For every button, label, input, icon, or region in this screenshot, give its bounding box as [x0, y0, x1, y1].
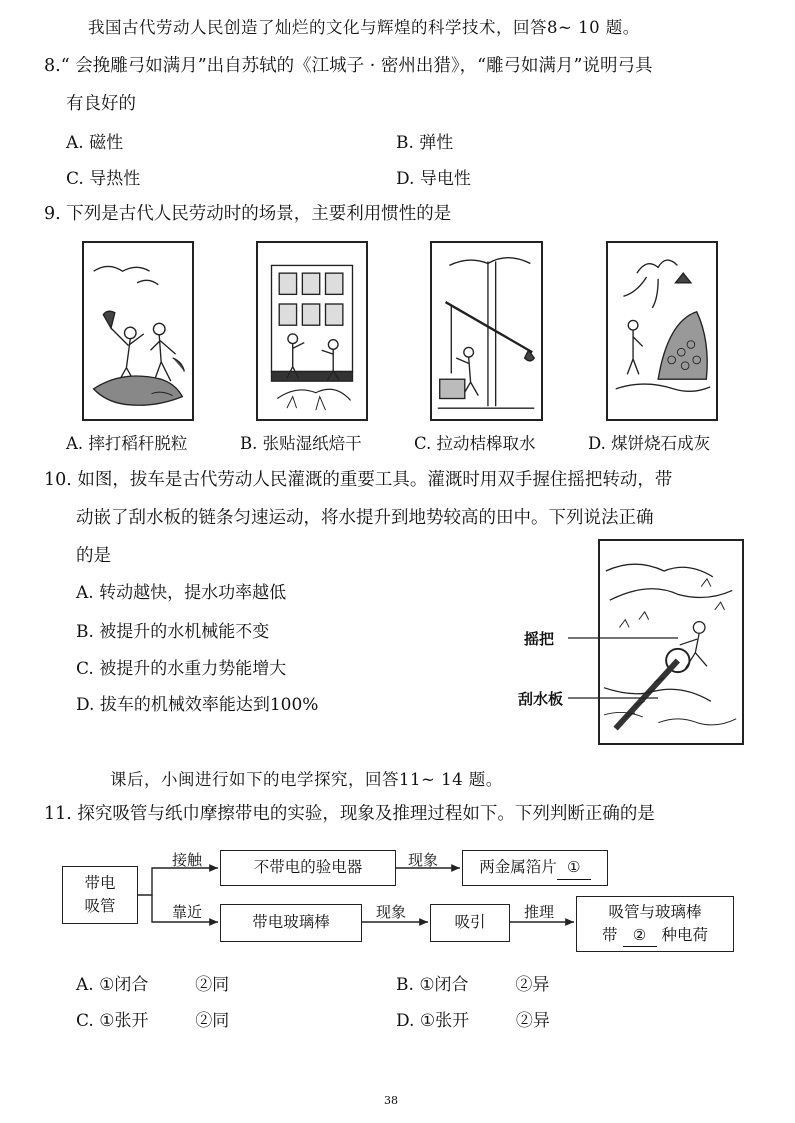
q11-option-d: [396, 1006, 550, 1031]
q9-caption-b: B. 张贴湿纸焙干: [240, 434, 362, 453]
q11-b-letter: B.: [396, 975, 414, 995]
intro-8-10: 我国古代劳动人民创造了灿烂的文化与辉煌的科学技术，回答8~ 10 题。: [88, 18, 640, 37]
q8-stem-line1: 8.“ 会挽雕弓如满月”出自苏轼的《江城子 · 密州出猎》，“雕弓如满月”说明弓具: [44, 56, 653, 76]
flow-label-phenomenon-1: 现象: [408, 851, 439, 869]
q11-option-c: [76, 1006, 229, 1031]
label-scraper: 刮水板: [518, 690, 564, 708]
q11-c-second: ②同: [195, 1011, 230, 1031]
q8-option-d: D. 导电性: [396, 169, 471, 189]
q8-option-a: A. 磁性: [66, 133, 124, 153]
q10-option-d: D. 拔车的机械效率能达到100%: [76, 695, 319, 715]
intro-11-14: 课后，小闽进行如下的电学探究，回答11~ 14 题。: [110, 770, 503, 789]
result-line1: 吸管与玻璃棒: [608, 902, 702, 921]
q11-b-first: ①闭合: [419, 975, 469, 995]
q11-c-first: ①张开: [99, 1011, 149, 1031]
flow-box-electroscope: 不带电的验电器: [220, 850, 396, 886]
q8-option-c: C. 导热性: [66, 169, 141, 189]
paper-drying-illustration: [256, 241, 368, 421]
q11-d-first: ①张开: [419, 1011, 470, 1031]
flow-box-charged-straw: 带电 吸管: [62, 866, 138, 924]
q11-c-letter: C.: [76, 1011, 94, 1031]
label-crank: 摇把: [524, 630, 555, 648]
label-leader-lines: [568, 628, 688, 708]
q10-option-c: C. 被提升的水重力势能增大: [76, 659, 287, 679]
q8-option-b: B. 弹性: [396, 133, 454, 153]
flow-label-phenomenon-2: 现象: [376, 903, 407, 921]
q11-d-letter: D.: [396, 1011, 415, 1031]
foil-text: 两金属箔片: [479, 858, 557, 877]
flow-label-touch: 接触: [172, 851, 203, 869]
threshing-illustration: [82, 241, 194, 421]
q10-stem-line3: 的是: [76, 546, 111, 566]
page-number: 38: [384, 1094, 398, 1107]
q11-d-second: ②异: [515, 1011, 550, 1031]
q11-b-second: ②异: [515, 975, 550, 995]
flow-box-result: [576, 896, 734, 952]
flow-label-near: 靠近: [172, 903, 203, 921]
q9-stem: 9. 下列是古代人民劳动时的场景，主要利用惯性的是: [44, 204, 452, 224]
blank-2: ②: [623, 924, 657, 948]
blank-1: ①: [557, 856, 591, 880]
q11-option-b: [396, 970, 549, 995]
result-suffix: 种电荷: [661, 925, 708, 944]
q10-option-b: B. 被提升的水机械能不变: [76, 622, 270, 642]
q9-caption-c: C. 拉动桔槔取水: [414, 434, 536, 453]
flow-box-metal-foils: [462, 850, 608, 886]
q11-stem: 11. 探究吸管与纸巾摩擦带电的实验，现象及推理过程如下。下列判断正确的是: [44, 804, 655, 824]
q10-stem-line1: 10. 如图，拔车是古代劳动人民灌溉的重要工具。灌溉时用双手握住摇把转动，带: [44, 470, 673, 490]
q10-stem-line2: 动嵌了刮水板的链条匀速运动，将水提升到地势较高的田中。下列说法正确: [76, 508, 654, 528]
flow-label-infer: 推理: [524, 903, 555, 921]
q9-caption-a: A. 摔打稻秆脱粒: [66, 434, 188, 453]
result-prefix: 带: [602, 925, 618, 944]
flow-box-attract: 吸引: [430, 904, 510, 942]
q11-a-first: ①闭合: [99, 975, 149, 995]
lime-kiln-illustration: [606, 241, 718, 421]
q9-caption-d: D. 煤饼烧石成灰: [588, 434, 711, 453]
well-sweep-illustration: [430, 241, 543, 421]
result-line2: [602, 924, 708, 948]
q8-stem-line2: 有良好的: [66, 94, 136, 114]
q11-a-second: ②同: [195, 975, 230, 995]
q11-a-letter: A.: [76, 975, 94, 995]
q10-option-a: A. 转动越快，提水功率越低: [76, 583, 287, 603]
q11-option-a: [76, 970, 229, 995]
flow-box-glass-rod: 带电玻璃棒: [220, 904, 362, 942]
